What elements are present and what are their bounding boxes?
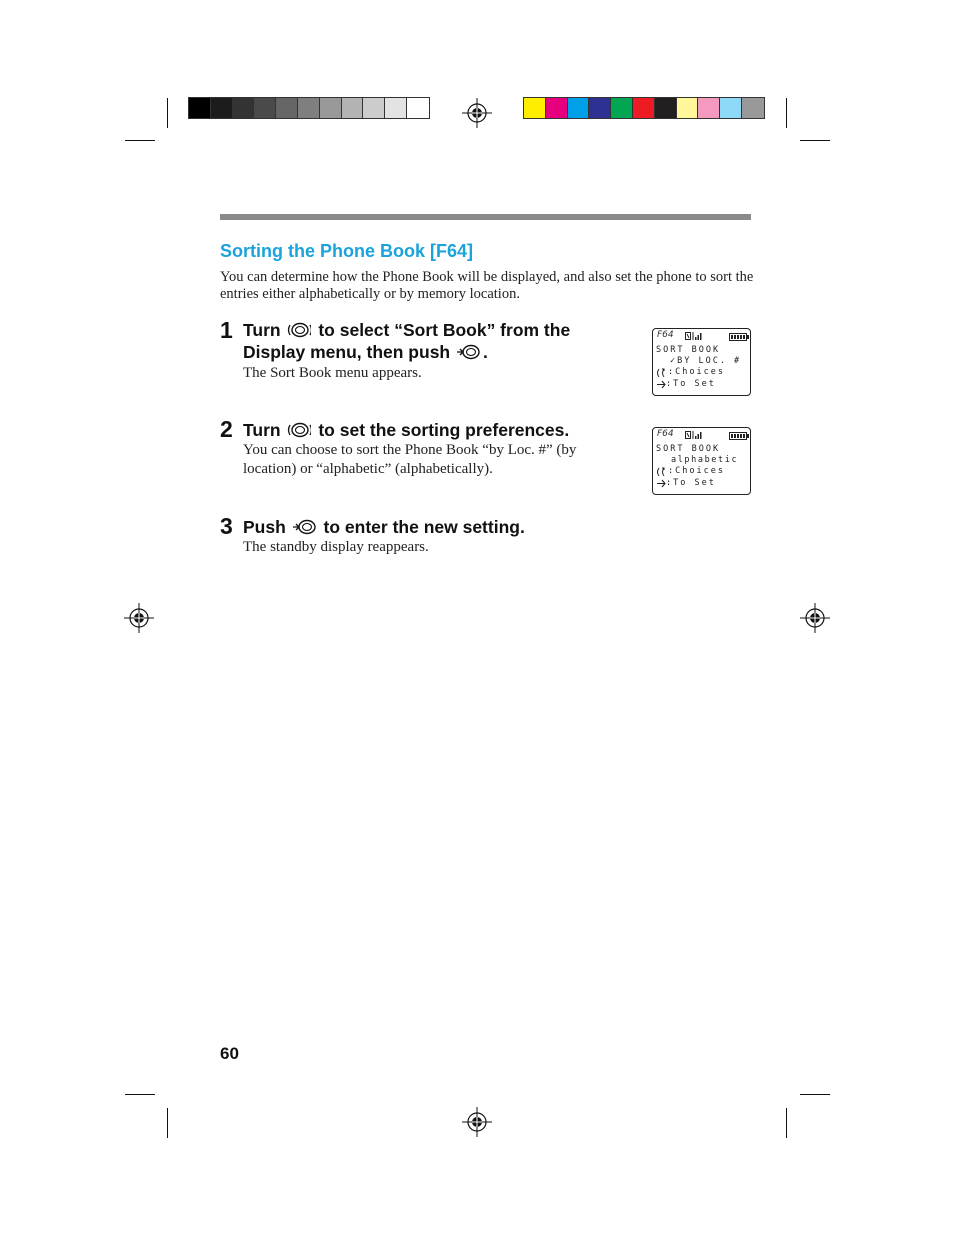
calibration-swatch xyxy=(524,98,546,118)
calibration-swatch xyxy=(633,98,655,118)
step-2-heading xyxy=(243,419,569,441)
display-line: SORT BOOK xyxy=(656,444,721,454)
registration-mark-icon xyxy=(124,603,154,633)
calibration-swatch xyxy=(233,98,255,118)
step-heading-text: Turn xyxy=(243,420,281,440)
step-heading-text: . xyxy=(483,342,488,362)
jog-dial-turn-icon xyxy=(287,422,311,438)
calibration-swatch xyxy=(677,98,699,118)
calibration-swatch xyxy=(254,98,276,118)
calibration-swatch xyxy=(342,98,364,118)
calibration-swatch xyxy=(298,98,320,118)
signal-strength-icon xyxy=(685,431,703,440)
display-function-code: F64 xyxy=(657,330,674,340)
display-line: :Choices xyxy=(668,367,725,377)
display-line: :Choices xyxy=(668,466,725,476)
crop-mark xyxy=(786,98,787,128)
step-heading-text: Turn xyxy=(243,320,281,340)
jog-dial-push-icon xyxy=(293,519,317,535)
display-line: :To Set xyxy=(666,478,716,488)
crop-mark xyxy=(786,1108,787,1138)
signal-strength-icon xyxy=(685,332,703,341)
step-1-heading xyxy=(243,319,570,363)
calibration-swatch xyxy=(385,98,407,118)
crop-mark xyxy=(800,1094,830,1095)
step-number: 3 xyxy=(220,513,233,539)
crop-mark xyxy=(125,1094,155,1095)
step-heading-text: to select “Sort Book” from the xyxy=(318,320,571,340)
registration-mark-icon xyxy=(462,1107,492,1137)
display-line: :To Set xyxy=(666,379,716,389)
crop-mark xyxy=(167,1108,168,1138)
step-heading-text: Display menu, then push xyxy=(243,342,451,362)
step-3-heading xyxy=(243,516,525,538)
phone-display-sort-alphabetic xyxy=(652,427,751,495)
crop-mark xyxy=(125,140,155,141)
crop-mark xyxy=(167,98,168,128)
battery-icon xyxy=(729,333,747,341)
registration-mark-icon xyxy=(800,603,830,633)
step-number: 1 xyxy=(220,317,233,343)
phone-display-sort-by-location xyxy=(652,328,751,396)
step-heading-text: Push xyxy=(243,517,286,537)
display-function-code: F64 xyxy=(657,429,674,439)
step-heading-text: to set the sorting preferences. xyxy=(318,420,570,440)
calibration-swatch xyxy=(320,98,342,118)
battery-icon xyxy=(729,432,747,440)
section-title: Sorting the Phone Book [F64] xyxy=(220,241,474,261)
calibration-swatch xyxy=(546,98,568,118)
calibration-swatch xyxy=(611,98,633,118)
step-1-description: The Sort Book menu appears. xyxy=(243,365,422,381)
calibration-swatch xyxy=(720,98,742,118)
calibration-swatch xyxy=(589,98,611,118)
calibration-swatch xyxy=(363,98,385,118)
display-line: alphabetic xyxy=(671,455,739,465)
calibration-swatch xyxy=(189,98,211,118)
display-line: SORT BOOK xyxy=(656,345,721,355)
section-intro: You can determine how the Phone Book will be displayed, and also set the phone to sort the entries either alphabetically or by memory location. xyxy=(220,269,754,302)
calibration-swatch xyxy=(568,98,590,118)
calibration-swatch xyxy=(655,98,677,118)
jog-dial-push-icon xyxy=(457,344,481,360)
registration-mark-icon xyxy=(462,98,492,128)
calibration-swatch xyxy=(742,98,764,118)
step-3-description: The standby display reappears. xyxy=(243,539,429,555)
step-number: 2 xyxy=(220,416,233,442)
crop-mark xyxy=(800,140,830,141)
calibration-swatch xyxy=(211,98,233,118)
page-number: 60 xyxy=(220,1044,239,1063)
calibration-swatch xyxy=(276,98,298,118)
display-line: ✓BY LOC. # xyxy=(670,356,742,366)
section-rule xyxy=(220,214,751,220)
step-2-description: You can choose to sort the Phone Book “by Loc. #” (by location) or “alphabetic” (alphabetically). xyxy=(243,442,577,477)
jog-dial-turn-icon xyxy=(287,322,311,338)
calibration-swatch xyxy=(698,98,720,118)
calibration-swatch xyxy=(407,98,429,118)
step-heading-text: to enter the new setting. xyxy=(323,517,525,537)
